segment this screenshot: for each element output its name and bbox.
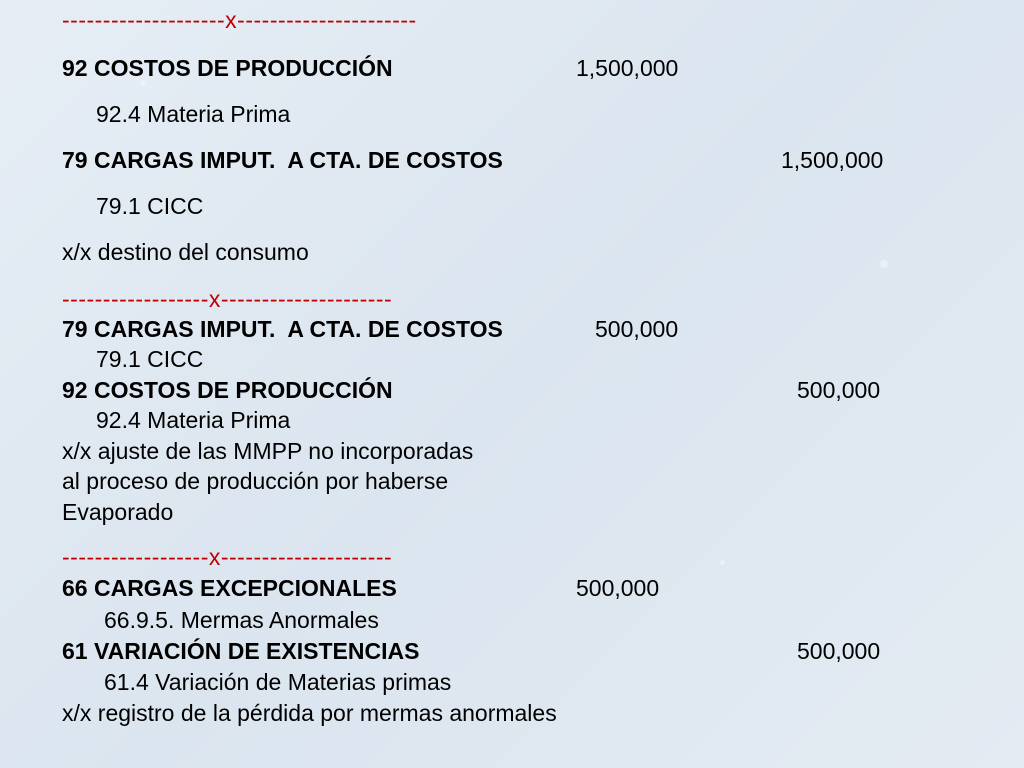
- debit-amount: 1,500,000: [576, 55, 679, 81]
- entry-gloss: x/x registro de la pérdida por mermas anormales: [62, 700, 557, 726]
- credit-amount: 500,000: [797, 377, 881, 403]
- entry-gloss: x/x destino del consumo: [62, 239, 309, 265]
- background-fleck: [880, 260, 888, 268]
- credit-subaccount: 92.4 Materia Prima: [96, 407, 291, 433]
- entry-gloss: al proceso de producción por haberse: [62, 468, 449, 494]
- debit-subaccount: 79.1 CICC: [96, 346, 204, 372]
- entry-separator: ------------------x---------------------: [62, 544, 393, 570]
- credit-subaccount: 61.4 Variación de Materias primas: [104, 669, 452, 695]
- debit-account: 92 COSTOS DE PRODUCCIÓN: [62, 55, 393, 81]
- credit-account: 79 CARGAS IMPUT. A CTA. DE COSTOS: [62, 147, 503, 173]
- entry-separator: --------------------x----------------------: [62, 7, 417, 33]
- debit-account: 79 CARGAS IMPUT. A CTA. DE COSTOS: [62, 316, 503, 342]
- credit-subaccount: 79.1 CICC: [96, 193, 204, 219]
- credit-account: 61 VARIACIÓN DE EXISTENCIAS: [62, 638, 420, 664]
- credit-amount: 500,000: [797, 638, 881, 664]
- entry-gloss: Evaporado: [62, 499, 174, 525]
- credit-account: 92 COSTOS DE PRODUCCIÓN: [62, 377, 393, 403]
- credit-amount: 1,500,000: [781, 147, 884, 173]
- debit-amount: 500,000: [595, 316, 679, 342]
- debit-amount: 500,000: [576, 575, 660, 601]
- background-fleck: [720, 560, 725, 565]
- entry-separator: ------------------x---------------------: [62, 286, 393, 312]
- debit-account: 66 CARGAS EXCEPCIONALES: [62, 575, 397, 601]
- debit-subaccount: 66.9.5. Mermas Anormales: [104, 607, 379, 633]
- debit-subaccount: 92.4 Materia Prima: [96, 101, 291, 127]
- entry-gloss: x/x ajuste de las MMPP no incorporadas: [62, 438, 474, 464]
